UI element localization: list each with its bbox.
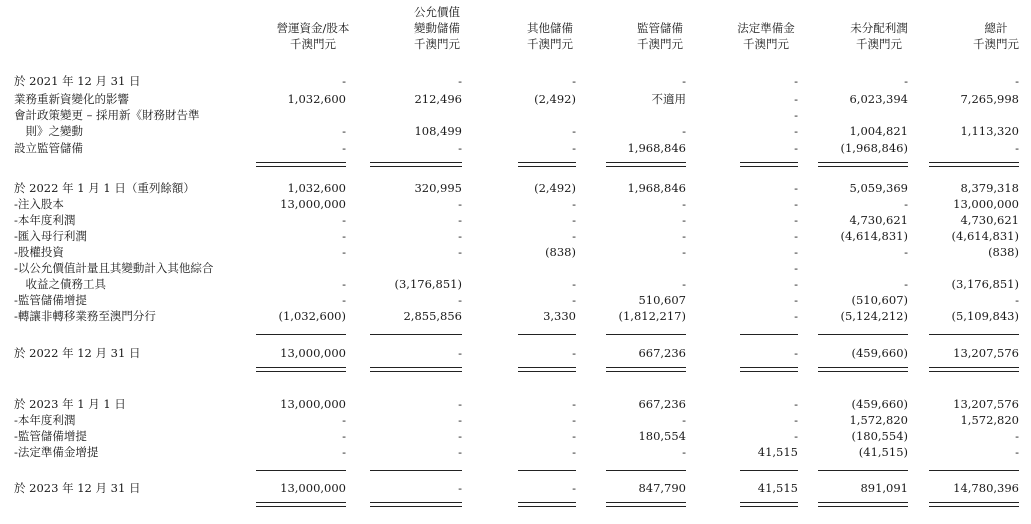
column-header-6 xyxy=(936,20,1031,52)
table-cell: - xyxy=(682,213,686,227)
total-rule xyxy=(606,334,686,335)
table-cell: (4,614,831) xyxy=(840,229,908,243)
table-cell: 不適用 xyxy=(651,92,686,106)
table-cell: - xyxy=(794,141,798,155)
table-cell: 2,855,856 xyxy=(403,309,462,323)
total-rule xyxy=(818,371,908,372)
table-cell: - xyxy=(458,397,462,411)
table-cell: - xyxy=(572,277,576,291)
column-header-4 xyxy=(706,20,826,52)
total-rule xyxy=(518,502,576,503)
table-cell: - xyxy=(458,229,462,243)
table-cell: - xyxy=(572,141,576,155)
row-label: 收益之債務工具 xyxy=(14,277,106,291)
table-cell: - xyxy=(342,74,346,88)
table-cell: 1,968,846 xyxy=(627,141,686,155)
table-cell: 1,572,820 xyxy=(960,413,1019,427)
total-rule xyxy=(370,371,462,372)
total-rule xyxy=(370,506,462,507)
total-rule xyxy=(818,334,908,335)
total-rule xyxy=(370,162,462,163)
table-cell: - xyxy=(794,197,798,211)
table-cell: - xyxy=(682,413,686,427)
total-rule xyxy=(256,162,346,163)
total-rule xyxy=(256,166,346,167)
table-cell: - xyxy=(572,293,576,307)
total-rule xyxy=(818,502,908,503)
total-rule xyxy=(606,502,686,503)
table-cell: 108,499 xyxy=(414,124,462,138)
total-rule xyxy=(929,371,1019,372)
table-cell: - xyxy=(794,429,798,443)
total-rule xyxy=(518,371,576,372)
table-cell: 13,000,000 xyxy=(280,346,346,360)
table-cell: - xyxy=(904,197,908,211)
table-cell: - xyxy=(572,397,576,411)
table-cell: - xyxy=(572,213,576,227)
total-rule xyxy=(929,166,1019,167)
total-rule xyxy=(929,162,1019,163)
total-rule xyxy=(929,334,1019,335)
total-rule xyxy=(740,502,798,503)
table-cell: - xyxy=(1015,293,1019,307)
column-header-text: 千澳門元 xyxy=(743,37,789,51)
total-rule xyxy=(740,162,798,163)
table-cell: 1,572,820 xyxy=(849,413,908,427)
table-cell: - xyxy=(342,429,346,443)
table-cell: 41,515 xyxy=(757,481,798,495)
table-cell: - xyxy=(572,413,576,427)
table-cell: - xyxy=(794,309,798,323)
table-cell: - xyxy=(794,346,798,360)
column-header-text: 其他儲備 xyxy=(527,21,573,35)
table-cell: - xyxy=(458,429,462,443)
row-label: -法定準備金增提 xyxy=(14,445,99,459)
row-label: 於 2021 年 12 月 31 日 xyxy=(14,74,141,88)
table-cell: 320,995 xyxy=(414,181,462,195)
table-cell: - xyxy=(458,213,462,227)
table-cell: - xyxy=(794,124,798,138)
table-cell: - xyxy=(682,229,686,243)
total-rule xyxy=(370,334,462,335)
total-rule xyxy=(370,470,462,471)
column-header-2 xyxy=(490,20,610,52)
table-cell: - xyxy=(904,74,908,88)
table-cell: - xyxy=(1015,74,1019,88)
row-label: -以公允價值計量且其變動計入其他綜合 xyxy=(14,261,214,275)
table-cell: - xyxy=(794,181,798,195)
table-cell: 7,265,998 xyxy=(960,92,1019,106)
total-rule xyxy=(256,502,346,503)
table-cell: 13,000,000 xyxy=(280,481,346,495)
table-cell: (5,124,212) xyxy=(840,309,908,323)
row-label: 於 2023 年 1 月 1 日 xyxy=(14,397,126,411)
row-label: -注入股本 xyxy=(14,197,64,211)
table-cell: 13,207,576 xyxy=(953,397,1019,411)
table-cell: - xyxy=(794,261,798,275)
table-cell: 1,032,600 xyxy=(287,181,346,195)
table-cell: 13,207,576 xyxy=(953,346,1019,360)
table-cell: 212,496 xyxy=(414,92,462,106)
table-cell: - xyxy=(1015,445,1019,459)
table-cell: - xyxy=(1015,429,1019,443)
table-cell: 13,000,000 xyxy=(280,197,346,211)
total-rule xyxy=(518,367,576,368)
table-cell: - xyxy=(794,108,798,122)
table-cell: 1,004,821 xyxy=(849,124,908,138)
table-cell: - xyxy=(682,277,686,291)
table-cell: 4,730,621 xyxy=(849,213,908,227)
table-cell: - xyxy=(572,197,576,211)
table-cell: - xyxy=(458,445,462,459)
column-header-text: 千澳門元 xyxy=(973,37,1019,51)
table-cell: - xyxy=(342,413,346,427)
total-rule xyxy=(818,162,908,163)
column-header-text: 千澳門元 xyxy=(527,37,573,51)
table-cell: (1,968,846) xyxy=(840,141,908,155)
table-cell: - xyxy=(794,74,798,88)
row-label: -本年度利潤 xyxy=(14,413,76,427)
table-cell: - xyxy=(342,293,346,307)
column-header-1 xyxy=(377,4,497,52)
total-rule xyxy=(606,371,686,372)
table-cell: (838) xyxy=(988,245,1019,259)
table-cell: - xyxy=(572,74,576,88)
column-header-text: 監管儲備 xyxy=(637,21,683,35)
total-rule xyxy=(929,502,1019,503)
table-cell: - xyxy=(572,346,576,360)
table-cell: - xyxy=(342,277,346,291)
table-cell: (3,176,851) xyxy=(394,277,462,291)
row-label: 則》之變動 xyxy=(14,124,83,138)
total-rule xyxy=(370,166,462,167)
total-rule xyxy=(606,367,686,368)
table-cell: 1,968,846 xyxy=(627,181,686,195)
table-cell: - xyxy=(572,445,576,459)
table-cell: (180,554) xyxy=(851,429,908,443)
table-cell: - xyxy=(904,277,908,291)
table-cell: 14,780,396 xyxy=(953,481,1019,495)
table-cell: - xyxy=(794,397,798,411)
row-label: -轉讓非轉移業務至澳門分行 xyxy=(14,309,156,323)
row-label: 於 2022 年 1 月 1 日（重列餘額） xyxy=(14,181,195,195)
table-cell: 1,032,600 xyxy=(287,92,346,106)
total-rule xyxy=(370,367,462,368)
table-cell: - xyxy=(458,197,462,211)
table-cell: (510,607) xyxy=(851,293,908,307)
total-rule xyxy=(256,470,346,471)
table-cell: 6,023,394 xyxy=(849,92,908,106)
table-cell: - xyxy=(342,124,346,138)
table-cell: - xyxy=(458,141,462,155)
table-cell: 667,236 xyxy=(638,346,686,360)
column-header-text: 總計 xyxy=(984,21,1008,35)
total-rule xyxy=(606,506,686,507)
table-cell: (4,614,831) xyxy=(951,229,1019,243)
column-header-0 xyxy=(253,20,373,52)
table-cell: - xyxy=(572,124,576,138)
table-cell: 13,000,000 xyxy=(280,397,346,411)
table-cell: - xyxy=(342,245,346,259)
total-rule xyxy=(518,162,576,163)
column-header-3 xyxy=(600,20,720,52)
total-rule xyxy=(606,166,686,167)
table-cell: - xyxy=(794,293,798,307)
table-cell: (2,492) xyxy=(534,181,576,195)
table-cell: 8,379,318 xyxy=(960,181,1019,195)
table-cell: 180,554 xyxy=(638,429,686,443)
total-rule xyxy=(818,166,908,167)
table-cell: - xyxy=(794,92,798,106)
total-rule xyxy=(740,371,798,372)
table-cell: - xyxy=(904,245,908,259)
row-label: 於 2022 年 12 月 31 日 xyxy=(14,346,141,360)
total-rule xyxy=(740,470,798,471)
total-rule xyxy=(606,162,686,163)
table-cell: - xyxy=(458,293,462,307)
column-header-text: 營運資金/股本 xyxy=(276,21,350,35)
table-cell: - xyxy=(794,213,798,227)
column-header-text: 變動儲備 xyxy=(414,21,460,35)
column-header-text: 千澳門元 xyxy=(856,37,902,51)
column-header-text: 公允價值 xyxy=(414,5,460,19)
table-cell: - xyxy=(572,429,576,443)
table-cell: - xyxy=(1015,141,1019,155)
total-rule xyxy=(740,506,798,507)
table-cell: (1,032,600) xyxy=(278,309,346,323)
table-cell: 667,236 xyxy=(638,397,686,411)
table-cell: (838) xyxy=(545,245,576,259)
row-label: 會計政策變更 – 採用新《財務財告準 xyxy=(14,108,200,122)
table-cell: (459,660) xyxy=(851,346,908,360)
table-cell: - xyxy=(342,141,346,155)
table-cell: - xyxy=(572,229,576,243)
table-cell: (459,660) xyxy=(851,397,908,411)
row-label: -本年度利潤 xyxy=(14,213,76,227)
total-rule xyxy=(518,334,576,335)
total-rule xyxy=(518,166,576,167)
table-cell: - xyxy=(682,445,686,459)
table-cell: - xyxy=(682,74,686,88)
table-cell: - xyxy=(342,229,346,243)
table-cell: 5,059,369 xyxy=(849,181,908,195)
table-cell: 891,091 xyxy=(860,481,908,495)
total-rule xyxy=(256,367,346,368)
row-label: 業務重新資變化的影響 xyxy=(14,92,129,106)
table-cell: - xyxy=(458,481,462,495)
total-rule xyxy=(518,506,576,507)
column-header-5 xyxy=(819,20,939,52)
total-rule xyxy=(818,506,908,507)
total-rule xyxy=(256,334,346,335)
table-cell: - xyxy=(794,277,798,291)
table-cell: 3,330 xyxy=(543,309,576,323)
table-cell: - xyxy=(458,346,462,360)
table-cell: (1,812,217) xyxy=(618,309,686,323)
table-cell: - xyxy=(794,413,798,427)
table-cell: 847,790 xyxy=(638,481,686,495)
column-header-text: 未分配利潤 xyxy=(850,21,908,35)
total-rule xyxy=(818,470,908,471)
table-cell: - xyxy=(458,245,462,259)
total-rule xyxy=(256,506,346,507)
table-cell: - xyxy=(682,124,686,138)
total-rule xyxy=(518,470,576,471)
table-cell: (41,515) xyxy=(858,445,908,459)
table-cell: 4,730,621 xyxy=(960,213,1019,227)
table-cell: (2,492) xyxy=(534,92,576,106)
total-rule xyxy=(606,470,686,471)
table-cell: (5,109,843) xyxy=(951,309,1019,323)
total-rule xyxy=(818,367,908,368)
row-label: -股權投資 xyxy=(14,245,64,259)
total-rule xyxy=(740,166,798,167)
column-header-text: 千澳門元 xyxy=(414,37,460,51)
table-cell: 41,515 xyxy=(757,445,798,459)
row-label: -匯入母行利潤 xyxy=(14,229,87,243)
table-cell: - xyxy=(458,74,462,88)
table-cell: - xyxy=(682,245,686,259)
table-cell: 510,607 xyxy=(638,293,686,307)
total-rule xyxy=(740,367,798,368)
total-rule xyxy=(256,371,346,372)
table-cell: - xyxy=(458,413,462,427)
table-cell: - xyxy=(342,213,346,227)
table-cell: - xyxy=(342,445,346,459)
total-rule xyxy=(370,502,462,503)
row-label: -監管儲備增提 xyxy=(14,293,87,307)
column-header-text: 法定準備金 xyxy=(737,21,795,35)
column-header-text: 千澳門元 xyxy=(637,37,683,51)
total-rule xyxy=(929,470,1019,471)
table-cell: 13,000,000 xyxy=(953,197,1019,211)
row-label: 設立監管儲備 xyxy=(14,141,83,155)
total-rule xyxy=(740,334,798,335)
total-rule xyxy=(929,506,1019,507)
row-label: -監管儲備增提 xyxy=(14,429,87,443)
table-cell: 1,113,320 xyxy=(960,124,1019,138)
table-cell: - xyxy=(794,245,798,259)
table-cell: - xyxy=(572,481,576,495)
table-cell: - xyxy=(682,197,686,211)
column-header-text: 千澳門元 xyxy=(290,37,336,51)
row-label: 於 2023 年 12 月 31 日 xyxy=(14,481,141,495)
table-cell: (3,176,851) xyxy=(951,277,1019,291)
total-rule xyxy=(929,367,1019,368)
table-cell: - xyxy=(794,229,798,243)
